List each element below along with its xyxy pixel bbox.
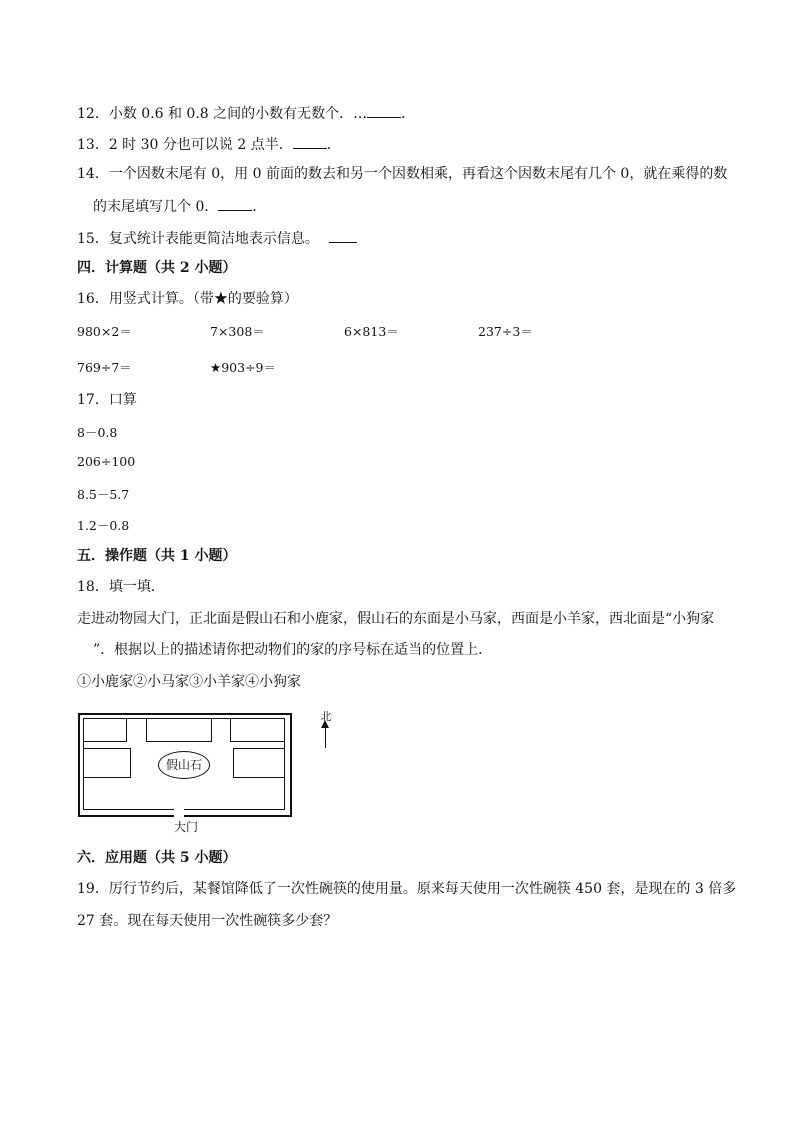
answer-blank-13[interactable] [293,134,327,149]
answer-blank-14[interactable] [218,196,252,211]
question-17-title: 17．口算 [77,392,137,408]
question-12-end: ． [401,106,416,122]
gate-label: 大门 [174,820,199,834]
house-slot-north[interactable] [146,718,212,742]
answer-blank-15[interactable] [329,228,357,243]
question-18-title: 18．填一填． [77,579,165,595]
mental-math-item: 1.2－0.8 [77,518,130,533]
calc-item: 7×308＝ [210,324,265,339]
question-14-text: 的末尾填写几个 0． [93,199,219,215]
section-5-heading: 五．操作题（共 1 小题） [77,548,237,564]
zoo-map-diagram [78,708,378,838]
mental-math-item: 8－0.8 [77,425,118,440]
question-13-end: ． [326,137,341,153]
question-13-text: 13．2 时 30 分也可以说 2 点半． [77,137,293,153]
calc-item: 237÷3＝ [478,324,533,339]
house-slot-northeast[interactable] [230,718,285,742]
question-14-line-1: 14．一个因数末尾有 0，用 0 前面的数去和另一个因数相乘，再看这个因数末尾有几个 0，就在乘得的数 [77,166,728,182]
question-18-options: ①小鹿家②小马家③小羊家④小狗家 [77,674,301,690]
north-arrow-shaft [325,724,326,748]
question-19-line-1: 19．厉行节约后，某餐馆降低了一次性碗筷的使用量。原来每天使用一次性碗筷 450 套，是现在的 3 倍多 [77,881,737,897]
section-6-heading: 六．应用题（共 5 小题） [77,850,237,866]
question-18-line-1: 走进动物园大门，正北面是假山石和小鹿家，假山石的东面是小马家，西面是小羊家，西北面是“小狗家 [77,611,715,627]
zoo-gate-opening [174,804,184,818]
calc-item: 6×813＝ [344,324,399,339]
question-15-text: 15．复式统计表能更简洁地表示信息。 [77,231,319,247]
question-13 [77,134,341,154]
question-18-line-2: ”．根据以上的描述请你把动物们的家的序号标在适当的位置上． [93,642,493,658]
calc-item: 980×2＝ [77,324,132,339]
section-4-heading: 四．计算题（共 2 小题） [77,260,237,276]
calc-item-starred: ★903÷9＝ [210,360,276,375]
mental-math-item: 8.5－5.7 [77,487,130,502]
question-12 [77,103,415,123]
mental-math-item: 206÷100 [77,454,136,469]
question-14-end: ． [252,199,267,215]
answer-blank-12[interactable] [367,103,401,118]
house-slot-east[interactable] [233,748,285,778]
calc-item: 769÷7＝ [77,360,132,375]
north-label: 北 [320,710,332,723]
rockery-label: 假山石 [158,751,210,779]
question-12-text: 12．小数 0.6 和 0.8 之间的小数有无数个．… [77,106,368,122]
house-slot-west[interactable] [83,748,131,778]
question-14-line-2 [93,196,266,216]
question-15 [77,228,357,248]
question-19-line-2: 27 套。现在每天使用一次性碗筷多少套？ [77,913,338,929]
question-16-title: 16．用竖式计算。（带★的要验算） [77,291,298,307]
house-slot-northwest[interactable] [83,718,127,742]
